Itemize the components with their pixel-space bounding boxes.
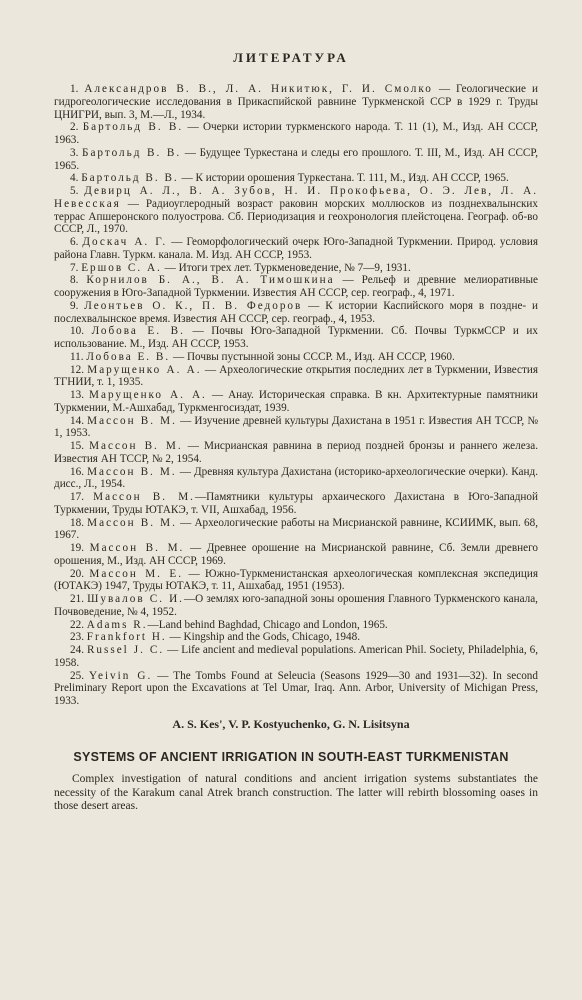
article-abstract: Complex investigation of natural conditions and ancient irrigation systems substantiates the necessity of the Karakum canal Atrek branch construction. The latter will rebirth blossoming oases in those desert areas. — [54, 773, 538, 812]
reference-item — [54, 670, 538, 708]
reference-number: 7. — [70, 261, 79, 274]
reference-text: — К истории орошения Туркестана. Т. 111, М., Изд. АН СССР, 1965. — [178, 172, 509, 185]
reference-text: — Рельеф и древние мелиоративные сооружения в Юго-Западной Туркмении. Известия АН СССР, сер. географ., 4, 1971. — [54, 274, 539, 299]
reference-item — [54, 593, 538, 619]
reference-author: Бартольд В. В. — [81, 172, 179, 185]
reference-item — [54, 364, 538, 390]
reference-number: 1. — [70, 83, 79, 95]
reference-number: 25. — [70, 669, 84, 682]
article-title: SYSTEMS OF ANCIENT IRRIGATION IN SOUTH-EAST TURKMENISTAN — [73, 750, 509, 764]
reference-author: Леонтьев О. К., П. В. Федоров — [84, 299, 303, 312]
reference-author: Бартольд В. В. — [82, 146, 182, 159]
reference-item — [54, 300, 538, 326]
reference-number: 20. — [70, 567, 84, 580]
reference-number: 24. — [70, 644, 84, 656]
reference-number: 2. — [70, 121, 79, 134]
reference-list — [54, 83, 538, 708]
reference-text: — Life ancient and medieval populations. American Phil. Society, Philadelphia, 6, 1958. — [54, 644, 539, 669]
reference-author: Массон В. М. — [89, 440, 183, 452]
reference-number: 3. — [70, 146, 79, 159]
reference-item — [54, 491, 538, 517]
reference-item — [54, 631, 538, 644]
reference-text: — Археологические работы на Мисрианской равнине, КСИИМК, вып. 68, 1967. — [54, 516, 539, 542]
reference-text: —Land behind Baghdad, Chicago and London, 1965. — [147, 618, 388, 631]
reference-text: — Южно-Туркменистанская археологическая комплексная экспедиция (ЮТАКЭ) 1947, Труды ЮТАКЭ, т. 11, Ашхабад, 1951 (1953). — [54, 567, 538, 593]
reference-number: 19. — [70, 542, 84, 554]
reference-author: Массон М. Е. — [89, 567, 184, 580]
reference-author: Лобова Е. В. — [86, 350, 171, 363]
reference-author: Лобова Е. В. — [91, 325, 185, 338]
reference-author: Ершов С. А. — [81, 261, 162, 274]
reference-item — [54, 274, 538, 300]
reference-number: 23. — [70, 631, 84, 644]
reference-number: 14. — [70, 414, 84, 427]
reference-item — [54, 83, 538, 121]
reference-item — [54, 351, 538, 364]
reference-number: 9. — [70, 299, 79, 312]
reference-item — [54, 644, 538, 670]
reference-text: — Радиоуглеродный возраст раковин морских моллюсков из позднехвалынских террас Апшеронского полуострова. Сб. Периодизация и геохронология плейстоцена. Географ. об-во СССР, Л., 1970. — [54, 197, 538, 236]
reference-item — [54, 568, 538, 594]
reference-number: 13. — [70, 389, 84, 401]
reference-item — [54, 325, 538, 351]
reference-text: — Древняя культура Дахистана (историко-археологические очерки). Канд. дисс., Л., 1954. — [54, 465, 538, 491]
reference-number: 4. — [70, 172, 79, 185]
reference-number: 22. — [70, 618, 84, 631]
reference-author: Марущенко А. А. — [87, 363, 202, 376]
reference-author: Массон В. М. — [93, 491, 195, 503]
reference-text: — Мисрианская равнина в период поздней бронзы и раннего железа. Известия АН ТССР, № 2, 1954. — [54, 440, 538, 465]
reference-author: Девирц А. Л., В. А. Зубов, Н. И. Прокофьева, О. Э. Лев, Л. А. Невесская — [54, 185, 539, 210]
reference-text: — Геологические и гидрогеологические исследования в Прикаспийской равнине Туркменской ССР в 1929 г. Труды ЦНИГРИ, вып. 3, М.—Л., 1934. — [54, 83, 538, 121]
reference-text: —О землях юго-западной зоны орошения Главного Туркменского канала, Почвоведение, № 4, 1952. — [54, 593, 538, 618]
reference-author: Корнилов Б. А., В. А. Тимошкина — [86, 274, 335, 287]
reference-text: — Kingship and the Gods, Chicago, 1948. — [166, 631, 360, 644]
reference-number: 12. — [70, 363, 84, 376]
reference-text: — К истории Каспийского моря в поздне- и послехвалынское время. Известия АН СССР, сер. географ., 4, 1953. — [54, 299, 539, 325]
reference-item — [54, 415, 538, 441]
reference-text: —Памятники культуры архаического Дахистана в Юго-Западной Туркмении, Труды ЮТАКЭ, т. VII, Ашхабад, 1956. — [54, 491, 538, 516]
reference-author: Russel J. C. — [86, 644, 165, 656]
references-heading: ЛИТЕРАТУРА — [233, 50, 349, 65]
article-authors: A. S. Kes', V. P. Kostyuchenko, G. N. Lisitsyna — [172, 717, 410, 731]
reference-number: 11. — [70, 350, 84, 363]
reference-text: — Археологические открытия последних лет в Туркмении, Известия ТГНИИ, т. 1, 1935. — [54, 363, 539, 389]
reference-number: 8. — [70, 274, 79, 287]
reference-author: Шувалов С. И. — [87, 593, 184, 605]
reference-author: Бартольд В. В. — [82, 121, 184, 134]
reference-item — [54, 466, 538, 492]
reference-item — [54, 185, 538, 236]
reference-author: Массон В. М. — [87, 516, 177, 529]
reference-author: Массон В. М. — [87, 414, 177, 427]
reference-item — [54, 389, 538, 415]
reference-item — [54, 121, 538, 147]
reference-item — [54, 236, 538, 262]
reference-text: — Будущее Туркестана и следы его прошлого. Т. III, М., Изд. АН СССР, 1965. — [54, 146, 538, 172]
reference-text: — Итоги трех лет. Туркменоведение, № 7—9, 1931. — [161, 261, 411, 274]
reference-author: Frankfort H. — [86, 631, 167, 644]
reference-text: — Изучение древней культуры Дахистана в 1951 г. Известия АН ТССР, № 1, 1953. — [54, 414, 539, 440]
reference-text: — Очерки истории туркменского народа. Т. 11 (1), М., Изд. АН СССР, 1963. — [54, 121, 539, 146]
reference-text: — Почвы Юго-Западной Туркмении. Сб. Почвы ТуркмССР и их использование. М., Изд. АН СССР, 1953. — [54, 325, 538, 350]
reference-text: — The Tombs Found at Seleucia (Seasons 1929—30 and 1931—32). In second Preliminary Report upon the Excavations at Tel Umar, Iraq. Ann. Arbor, University of Michigan Press, 1933. — [54, 669, 538, 707]
reference-number: 5. — [70, 185, 79, 197]
reference-number: 16. — [70, 465, 84, 478]
reference-text: — Геоморфологический очерк Юго-Западной Туркмении. Природ. условия района Главн. Туркм. канала. М. Изд. АН СССР, 1953. — [54, 236, 539, 261]
reference-item — [54, 262, 538, 275]
reference-number: 10. — [70, 325, 84, 338]
reference-number: 6. — [70, 236, 79, 248]
reference-author: Доскач А. Г. — [82, 236, 168, 248]
reference-author: Марущенко А. А. — [89, 389, 207, 401]
reference-item — [54, 619, 538, 632]
reference-item — [54, 147, 538, 173]
reference-text: — Древнее орошение на Мисрианской равнине, Сб. Земли древнего орошения, М., Изд. АН СССР, 1969. — [54, 542, 538, 567]
reference-item — [54, 517, 538, 543]
reference-author: Массон В. М. — [87, 465, 177, 478]
reference-item — [54, 440, 538, 466]
reference-text: — Анау. Историческая справка. В кн. Архитектурные памятники Туркмении, М.-Ашхабад, Туркменгосиздат, 1939. — [54, 389, 539, 414]
reference-text: — Почвы пустынной зоны СССР. М., Изд. АН СССР, 1960. — [170, 350, 455, 363]
reference-item — [54, 542, 538, 568]
reference-number: 17. — [70, 491, 84, 503]
reference-author: Александров В. В., Л. А. Никитюк, Г. И. Смолко — [84, 83, 433, 95]
reference-number: 21. — [70, 593, 84, 605]
reference-author: Yeivin G. — [89, 669, 153, 682]
reference-item — [54, 172, 538, 185]
reference-author: Массон В. М. — [89, 542, 185, 554]
reference-number: 15. — [70, 440, 84, 452]
reference-number: 18. — [70, 516, 84, 529]
reference-author: Adams R. — [86, 618, 148, 631]
